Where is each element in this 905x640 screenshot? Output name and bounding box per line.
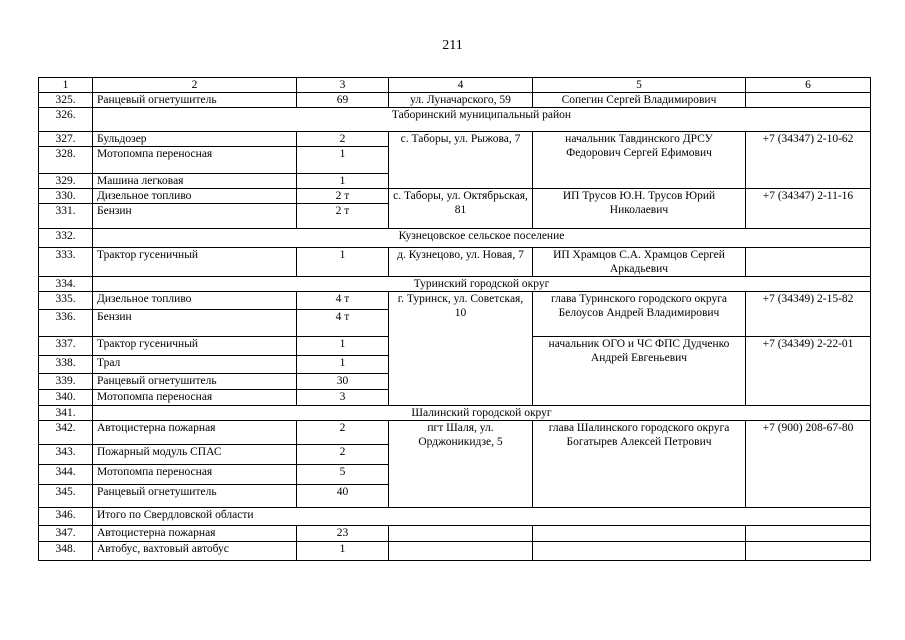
resource-address: с. Таборы, ул. Рыжова, 7 (389, 132, 533, 189)
column-header-1: 1 (39, 78, 93, 93)
table-row (39, 189, 871, 204)
resource-quantity: 2 (297, 421, 389, 445)
section-row (39, 108, 871, 132)
row-number: 325. (39, 93, 93, 108)
section-title: Шалинский городской округ (93, 406, 871, 421)
resources-table (38, 77, 871, 561)
section-title: Кузнецовское сельское поселение (93, 229, 871, 248)
resource-quantity: 2 т (297, 204, 389, 229)
resource-name: Мотопомпа переносная (93, 390, 297, 406)
contact-phone: +7 (34347) 2-11-16 (746, 189, 871, 229)
resource-quantity: 1 (297, 174, 389, 189)
responsible-person: глава Туринского городского округа Белоусов Андрей Владимирович (533, 292, 746, 337)
resource-name: Мотопомпа переносная (93, 465, 297, 485)
row-number: 345. (39, 485, 93, 508)
contact-phone (746, 93, 871, 108)
contact-phone: +7 (34347) 2-10-62 (746, 132, 871, 189)
resource-name: Автоцистерна пожарная (93, 526, 297, 542)
resource-address: г. Туринск, ул. Советская, 10 (389, 292, 533, 406)
resource-name: Мотопомпа переносная (93, 147, 297, 174)
column-header-4: 4 (389, 78, 533, 93)
resource-quantity: 1 (297, 356, 389, 374)
responsible-person: глава Шалинского городского округа Богатырев Алексей Петрович (533, 421, 746, 508)
table-row (39, 248, 871, 277)
resource-quantity: 1 (297, 248, 389, 277)
resource-quantity: 1 (297, 147, 389, 174)
table-row (39, 542, 871, 561)
resource-address: д. Кузнецово, ул. Новая, 7 (389, 248, 533, 277)
responsible-person: Сопегин Сергей Владимирович (533, 93, 746, 108)
resource-quantity: 4 т (297, 292, 389, 310)
responsible-person: начальник Тавдинского ДРСУ Федорович Сергей Ефимович (533, 132, 746, 189)
row-number: 340. (39, 390, 93, 406)
contact-phone: +7 (900) 208-67-80 (746, 421, 871, 508)
table-row (39, 93, 871, 108)
contact-phone (746, 248, 871, 277)
resource-quantity: 69 (297, 93, 389, 108)
row-number: 346. (39, 508, 93, 526)
responsible-person: начальник ОГО и ЧС ФПС Дудченко Андрей Евгеньевич (533, 337, 746, 406)
resource-address: ул. Луначарского, 59 (389, 93, 533, 108)
table-row (39, 132, 871, 147)
section-row (39, 508, 871, 526)
header-row (39, 78, 871, 93)
section-row (39, 406, 871, 421)
page-number: 211 (442, 38, 463, 53)
contact-phone (746, 542, 871, 561)
resource-name: Бензин (93, 310, 297, 337)
resource-quantity: 2 (297, 132, 389, 147)
resource-name: Бензин (93, 204, 297, 229)
resource-name: Дизельное топливо (93, 189, 297, 204)
table-row (39, 526, 871, 542)
column-header-3: 3 (297, 78, 389, 93)
resource-quantity: 3 (297, 390, 389, 406)
resource-quantity: 4 т (297, 310, 389, 337)
table-row (39, 292, 871, 310)
resource-name: Ранцевый огнетушитель (93, 374, 297, 390)
section-title: Туринский городской округ (93, 277, 871, 292)
row-number: 334. (39, 277, 93, 292)
resource-quantity: 2 (297, 445, 389, 465)
resource-name: Трактор гусеничный (93, 248, 297, 277)
responsible-person: ИП Трусов Ю.Н. Трусов Юрий Николаевич (533, 189, 746, 229)
row-number: 333. (39, 248, 93, 277)
resource-quantity: 2 т (297, 189, 389, 204)
responsible-person: ИП Храмцов С.А. Храмцов Сергей Аркадьевич (533, 248, 746, 277)
row-number: 347. (39, 526, 93, 542)
row-number: 329. (39, 174, 93, 189)
contact-phone (746, 526, 871, 542)
row-number: 338. (39, 356, 93, 374)
row-number: 343. (39, 445, 93, 465)
row-number: 335. (39, 292, 93, 310)
row-number: 344. (39, 465, 93, 485)
resource-quantity: 40 (297, 485, 389, 508)
resource-name: Автоцистерна пожарная (93, 421, 297, 445)
resource-address: пгт Шаля, ул. Орджоникидзе, 5 (389, 421, 533, 508)
resource-name: Автобус, вахтовый автобус (93, 542, 297, 561)
section-row (39, 229, 871, 248)
contact-phone: +7 (34349) 2-15-82 (746, 292, 871, 337)
row-number: 327. (39, 132, 93, 147)
resource-name: Бульдозер (93, 132, 297, 147)
row-number: 328. (39, 147, 93, 174)
resource-address (389, 526, 533, 542)
row-number: 332. (39, 229, 93, 248)
resource-name: Машина легковая (93, 174, 297, 189)
column-header-5: 5 (533, 78, 746, 93)
column-header-2: 2 (93, 78, 297, 93)
resource-name: Трал (93, 356, 297, 374)
resource-quantity: 1 (297, 337, 389, 356)
row-number: 339. (39, 374, 93, 390)
row-number: 348. (39, 542, 93, 561)
resource-name: Пожарный модуль СПАС (93, 445, 297, 465)
total-title: Итого по Свердловской области (93, 508, 871, 526)
resource-name: Дизельное топливо (93, 292, 297, 310)
responsible-person (533, 526, 746, 542)
resource-quantity: 5 (297, 465, 389, 485)
resource-address: с. Таборы, ул. Октябрьская, 81 (389, 189, 533, 229)
row-number: 326. (39, 108, 93, 132)
resource-quantity: 1 (297, 542, 389, 561)
row-number: 336. (39, 310, 93, 337)
row-number: 330. (39, 189, 93, 204)
table-row (39, 421, 871, 445)
section-title: Таборинский муниципальный район (93, 108, 871, 132)
resource-quantity: 23 (297, 526, 389, 542)
contact-phone: +7 (34349) 2-22-01 (746, 337, 871, 406)
resource-address (389, 542, 533, 561)
resource-quantity: 30 (297, 374, 389, 390)
section-row (39, 277, 871, 292)
resource-name: Трактор гусеничный (93, 337, 297, 356)
row-number: 342. (39, 421, 93, 445)
row-number: 331. (39, 204, 93, 229)
responsible-person (533, 542, 746, 561)
resource-name: Ранцевый огнетушитель (93, 93, 297, 108)
row-number: 341. (39, 406, 93, 421)
row-number: 337. (39, 337, 93, 356)
column-header-6: 6 (746, 78, 871, 93)
resource-name: Ранцевый огнетушитель (93, 485, 297, 508)
